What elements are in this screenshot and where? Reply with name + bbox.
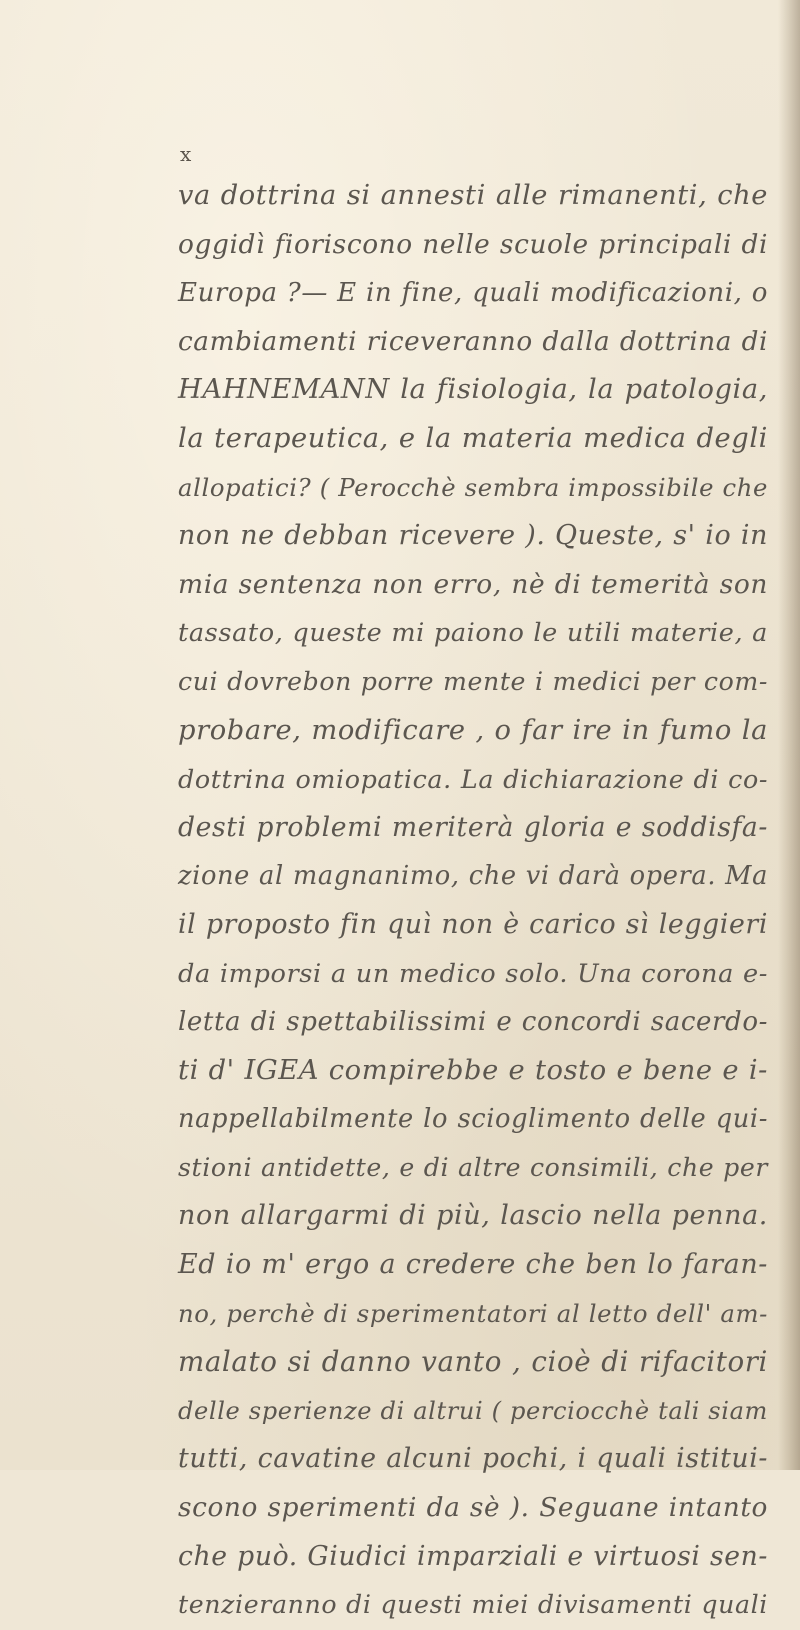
text-line: dottrina omiopatica. La dichiarazione di co- (178, 764, 768, 795)
signature-mark: x (180, 142, 192, 166)
text-line: allopatici? ( Perocchè sembra impossibile che (178, 472, 768, 502)
text-line: Ed io m' ergo a credere che ben lo faran- (178, 1249, 768, 1281)
text-line: Europa ?— E in fine, quali modificazioni, o (178, 278, 768, 309)
text-line: non ne debban ricevere ). Queste, s' io in (178, 520, 768, 552)
text-line: stioni antidette, e di altre consimili, che per (178, 1152, 768, 1182)
text-line: malato si danno vanto , cioè di rifacitori (178, 1345, 768, 1379)
text-line: mia sentenza non erro, nè di temerità son (178, 568, 768, 600)
text-line: da imporsi a un medico solo. Una corona e- (178, 958, 768, 989)
text-line: la terapeutica, e la materia medica degli (178, 422, 768, 454)
text-line: non allargarmi di più, lascio nella penna. (178, 1200, 768, 1232)
text-line: ti d' IGEA compirebbe e tosto e bene e i- (178, 1054, 768, 1086)
text-line: probare, modificare , o far ire in fumo la (178, 714, 768, 746)
text-line: tassato, queste mi paiono le utili materie, a (178, 618, 768, 649)
text-line: il proposto fin quì non è carico sì leggieri (178, 908, 768, 940)
text-line: che può. Giudici imparziali e virtuosi sen- (178, 1540, 768, 1572)
text-line: delle sperienze di altrui ( perciocchè tali siam (178, 1396, 768, 1425)
text-line: no, perchè di sperimentatori al letto dell' am- (178, 1298, 768, 1328)
body-text (178, 172, 768, 1630)
text-line: oggidì fioriscono nelle scuole principali di (178, 229, 768, 260)
text-line: cambiamenti riceveranno dalla dottrina di (178, 326, 768, 357)
page-binding-shadow (778, 0, 800, 1470)
text-line: zione al magnanimo, che vi darà opera. Ma (178, 861, 768, 892)
text-line: letta di spettabilissimi e concordi sacerdo- (178, 1007, 768, 1038)
text-line: scono sperimenti da sè ). Seguane intanto (178, 1493, 768, 1524)
text-line: desti problemi meriterà gloria e soddisfa- (178, 811, 768, 843)
text-line: nappellabilmente lo scioglimento delle qui- (178, 1104, 768, 1135)
text-line: tutti, cavatine alcuni pochi, i quali istitui- (178, 1443, 768, 1475)
text-line: va dottrina si annesti alle rimanenti, che (178, 180, 768, 211)
text-line: tenzieranno di questi miei divisamenti quali (178, 1590, 768, 1620)
text-line: cui dovrebon porre mente i medici per com- (178, 666, 768, 696)
text-line: HAHNEMANN la fisiologia, la patologia, (178, 374, 768, 406)
